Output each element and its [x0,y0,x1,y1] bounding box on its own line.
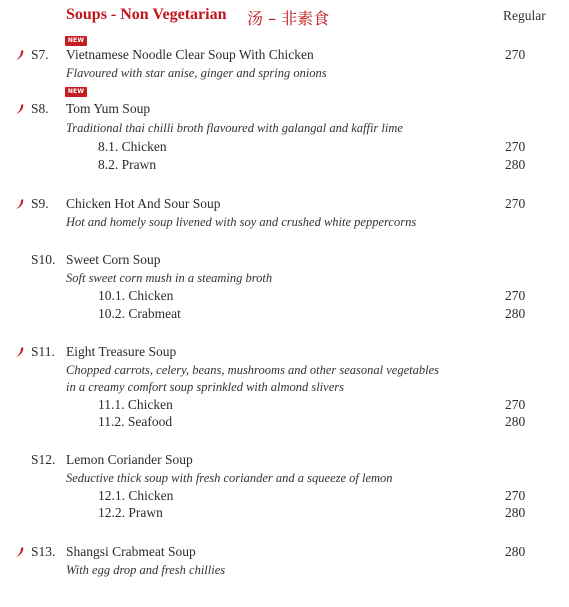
variant-label: 11.1. Chicken [98,397,173,412]
variant-label: 10.2. Crabmeat [98,306,181,321]
item-code: S13. [31,544,56,559]
item-code: S12. [31,452,56,467]
item-description: Seductive thick soup with fresh coriander and a squeeze of lemon [66,471,393,485]
item-description-continued: in a creamy comfort soup sprinkled with almond slivers [66,380,344,394]
variant-price: 270 [505,488,526,503]
item-name: Eight Treasure Soup [66,344,177,359]
chilli-pepper-icon [15,346,25,358]
chilli-pepper-icon [15,103,25,115]
item-description: Chopped carrots, celery, beans, mushrooms and other seasonal vegetables [66,363,439,377]
section-title-chinese: 汤 – 非素食 [247,9,330,28]
item-description: Traditional thai chilli broth flavoured with galangal and kaffir lime [66,121,403,135]
item-code: S7. [31,47,49,62]
chilli-pepper-icon [15,49,25,61]
item-price: 270 [505,47,526,62]
variant-price: 280 [505,306,526,321]
new-badge: NEW [65,87,87,97]
variant-price: 280 [505,505,526,520]
chilli-pepper-icon [15,198,25,210]
item-name: Sweet Corn Soup [66,252,161,267]
variant-label: 8.2. Prawn [98,157,157,172]
item-description: Flavoured with star anise, ginger and spring onions [66,66,327,80]
variant-label: 11.2. Seafood [98,414,173,429]
item-description: Hot and homely soup livened with soy and crushed white peppercorns [66,215,417,229]
item-name: Vietnamese Noodle Clear Soup With Chicken [66,47,314,62]
variant-price: 270 [505,288,526,303]
item-description: Soft sweet corn mush in a steaming broth [66,271,273,285]
variant-price: 280 [505,157,526,172]
item-code: S10. [31,252,56,267]
item-name: Tom Yum Soup [66,101,151,116]
item-name: Chicken Hot And Sour Soup [66,196,221,211]
variant-label: 12.2. Prawn [98,505,163,520]
variant-label: 10.1. Chicken [98,288,174,303]
item-code: S9. [31,196,49,211]
variant-price: 270 [505,139,526,154]
variant-label: 8.1. Chicken [98,139,167,154]
item-code: S8. [31,101,49,116]
item-description: With egg drop and fresh chillies [66,563,226,577]
item-price: 270 [505,196,526,211]
item-code: S11. [31,344,55,359]
item-name: Lemon Coriander Soup [66,452,193,467]
variant-label: 12.1. Chicken [98,488,174,503]
variant-price: 280 [505,414,526,429]
price-column-header: Regular [503,8,546,23]
item-name: Shangsi Crabmeat Soup [66,544,196,559]
chilli-pepper-icon [15,546,25,558]
new-badge: NEW [65,36,87,46]
section-title: Soups - Non Vegetarian [66,6,227,23]
item-price: 280 [505,544,526,559]
variant-price: 270 [505,397,526,412]
